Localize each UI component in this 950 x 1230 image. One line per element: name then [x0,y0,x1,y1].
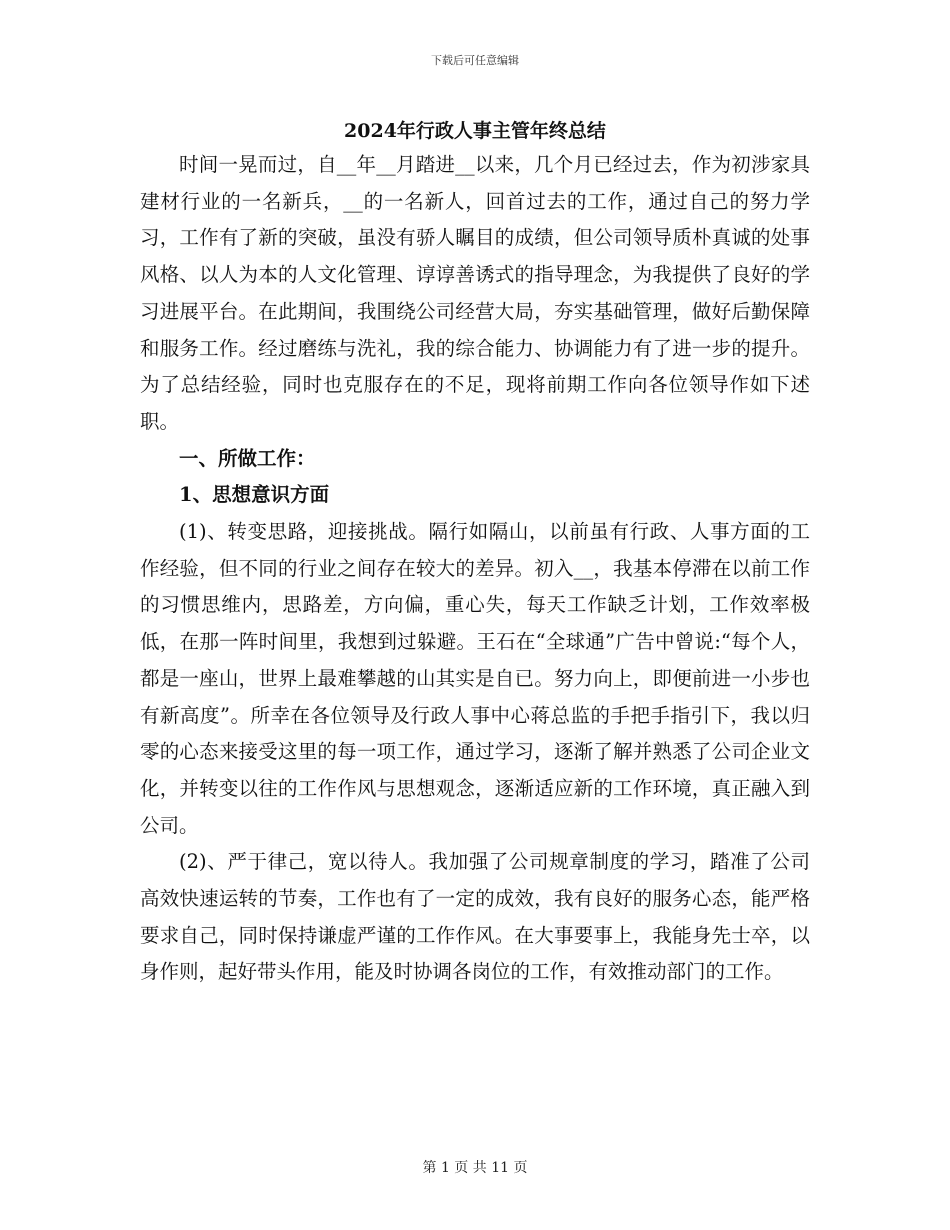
document-body [140,147,810,991]
paragraph-item-2: (2)、严于律己，宽以待人。我加强了公司规章制度的学习，踏准了公司高效快速运转的节奏，工作也有了一定的成效，我有良好的服务心态，能严格要求自己，同时保持谦虚严谨的工作作风。在大事要事上，我能身先士卒，以身作则，起好带头作用，能及时协调各岗位的工作，有效推动部门的工作。 [140,850,810,984]
document-title: 2024年行政人事主管年终总结 [344,120,606,142]
section-heading: 一、所做工作： [179,446,316,470]
paragraph-item-1: (1)、转变思路，迎接挑战。隔行如隔山，以前虽有行政、人事方面的工作经验，但不同的行业之间存在较大的差异。初入__，我基本停滞在以前工作的习惯思维内，思路差，方向偏，重心失，每天工作缺乏计划，工作效率极低，在那一阵时间里，我想到过躲避。王石在“全球通”广告中曾说:“每个人，都是一座山，世界上最难攀越的山其实是自已。努力向上，即便前进一小步也有新高度”。所幸在各位领导及行政人事中心蒋总监的手把手指引下，我以归零的心态来接受这里的每一项工作，通过学习，逐渐了解并熟悉了公司企业文化，并转变以往的工作作风与思想观念，逐渐适应新的工作环境，真正融入到公司。 [140,520,810,837]
intro-paragraph: 时间一晃而过，自__年__月踏进__以来，几个月已经过去，作为初涉家具建材行业的一名新兵，__的一名新人，回首过去的工作，通过自己的努力学习，工作有了新的突破，虽没有骄人瞩目的成绩，但公司领导质朴真诚的处事风格、以人为本的人文化管理、谆谆善诱式的指导理念，为我提供了良好的学习进展平台。在此期间，我围绕公司经营大局，夯实基础管理，做好后勤保障和服务工作。经过磨练与洗礼，我的综合能力、协调能力有了进一步的提升。为了总结经验，同时也克服存在的不足，现将前期工作向各位领导作如下述职。 [140,153,810,433]
page-header-note: 下载后可任意编辑 [431,54,519,67]
subsection-heading: 1、思想意识方面 [179,483,330,507]
page-footer: 第 1 页 共 11 页 [422,1160,528,1176]
